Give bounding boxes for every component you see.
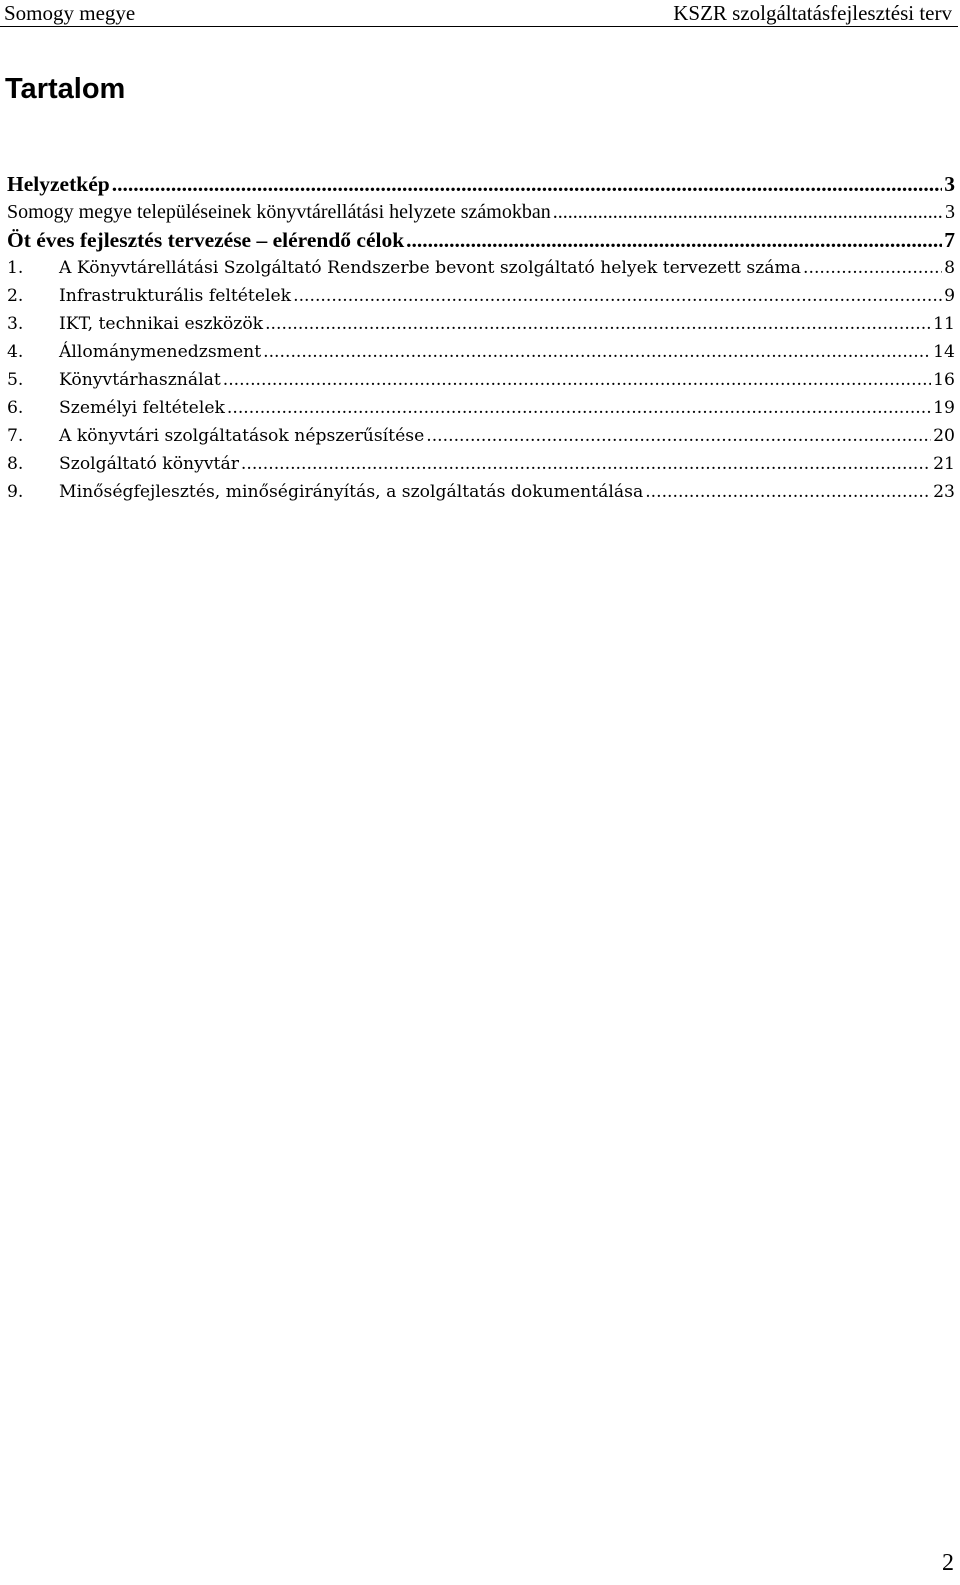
- toc-entry-ot-eves[interactable]: [0, 226, 955, 254]
- toc-entry-2[interactable]: [0, 282, 955, 310]
- table-of-contents: [0, 170, 955, 506]
- toc-entry-number: 4.: [7, 342, 24, 362]
- toc-dot-leader: [645, 478, 931, 506]
- toc-entry-number: 2.: [7, 286, 24, 306]
- toc-entry-title: Szolgáltató könyvtár: [59, 454, 239, 474]
- toc-entry-title: IKT, technikai eszközök: [59, 314, 264, 334]
- toc-dot-leader: [223, 366, 931, 394]
- toc-entry-page: 7: [944, 228, 955, 252]
- page-header: [0, 0, 958, 27]
- toc-entry-6[interactable]: [0, 394, 955, 422]
- toc-entry-page: 9: [944, 286, 955, 306]
- toc-dot-leader: [263, 338, 931, 366]
- toc-entry-number: 5.: [7, 370, 24, 390]
- toc-entry-number: 9.: [7, 482, 24, 502]
- toc-entry-number: 8.: [7, 454, 24, 474]
- toc-entry-page: 19: [933, 398, 955, 418]
- toc-entry-somogy[interactable]: [0, 198, 955, 226]
- toc-entry-1[interactable]: [0, 254, 955, 282]
- toc-entry-5[interactable]: [0, 366, 955, 394]
- toc-entry-number: 7.: [7, 426, 24, 446]
- toc-heading: Tartalom: [5, 73, 126, 105]
- toc-dot-leader: [265, 310, 931, 338]
- toc-dot-leader: [112, 170, 943, 198]
- toc-dot-leader: [426, 422, 931, 450]
- toc-entry-title: Állománymenedzsment: [59, 342, 262, 362]
- toc-dot-leader: [241, 450, 931, 478]
- toc-dot-leader: [293, 282, 942, 310]
- toc-entry-page: 11: [933, 314, 955, 334]
- toc-entry-3[interactable]: [0, 310, 955, 338]
- toc-entry-number: 1.: [7, 258, 24, 278]
- toc-entry-title: Helyzetkép: [7, 172, 110, 196]
- toc-entry-title: Könyvtárhasználat: [59, 370, 221, 390]
- toc-entry-title: A Könyvtárellátási Szolgáltató Rendszerbe bevont szolgáltató helyek tervezett száma: [59, 258, 802, 278]
- toc-dot-leader: [406, 226, 942, 254]
- toc-entry-page: 14: [933, 342, 955, 362]
- toc-entry-number: 6.: [7, 398, 24, 418]
- header-county: Somogy megye: [4, 1, 136, 25]
- toc-dot-leader: [227, 394, 931, 422]
- toc-entry-9[interactable]: [0, 478, 955, 506]
- toc-entry-page: 3: [944, 172, 955, 196]
- toc-entry-page: 16: [933, 370, 955, 390]
- toc-entry-7[interactable]: [0, 422, 955, 450]
- toc-entry-page: 23: [933, 482, 955, 502]
- toc-dot-leader: [803, 254, 942, 282]
- toc-entry-title: Infrastrukturális feltételek: [59, 286, 292, 306]
- page-number: 2: [942, 1550, 954, 1576]
- toc-entry-title: Somogy megye településeinek könyvtárellátási helyzete számokban: [7, 201, 551, 223]
- toc-entry-title: A könyvtári szolgáltatások népszerűsítése: [59, 426, 425, 446]
- toc-entry-title: Személyi feltételek: [59, 398, 225, 418]
- toc-dot-leader: [553, 198, 943, 226]
- toc-entry-page: 3: [945, 201, 955, 223]
- toc-entry-title: Öt éves fejlesztés tervezése – elérendő célok: [7, 228, 405, 252]
- header-document-title: KSZR szolgáltatásfejlesztési terv: [673, 1, 952, 25]
- toc-entry-title: Minőségfejlesztés, minőségirányítás, a szolgáltatás dokumentálása: [59, 482, 644, 502]
- toc-entry-number: 3.: [7, 314, 24, 334]
- toc-entry-helyzetkep[interactable]: [0, 170, 955, 198]
- toc-entry-page: 8: [944, 258, 955, 278]
- toc-entry-4[interactable]: [0, 338, 955, 366]
- toc-entry-page: 21: [933, 454, 955, 474]
- toc-entry-8[interactable]: [0, 450, 955, 478]
- toc-entry-page: 20: [933, 426, 955, 446]
